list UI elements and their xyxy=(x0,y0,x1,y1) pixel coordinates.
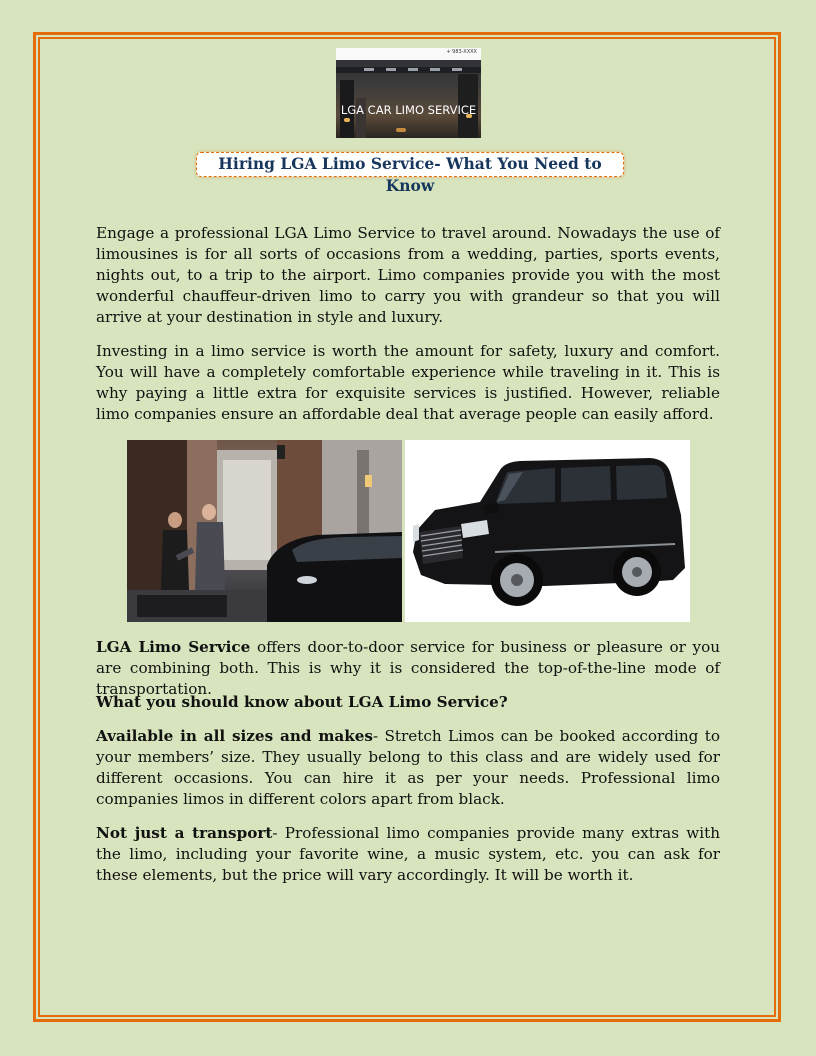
lga-limo-service-bold: LGA Limo Service xyxy=(96,638,251,656)
logo-topbar-text: + 983-XXXX xyxy=(446,49,477,55)
logo-topbar xyxy=(336,48,481,60)
sizes-makes-bold: Available in all sizes and makes xyxy=(96,727,373,745)
paragraph-investing: Investing in a limo service is worth the amount for safety, luxury and comfort. You will have a completely comfortable experience while traveling in it. This is why paying a little extra for exquisite services is justified. However, reliable limo companies ensure an affordable deal that average people can easily afford. xyxy=(96,342,720,423)
paragraph-intro: Engage a professional LGA Limo Service to travel around. Nowadays the use of limousines is for all sorts of occasions from a wedding, parties, sports events, nights out, to a trip to the airport. Limo companies provide you with the most wonderful chauffeur-driven limo to carry you with grandeur so that you will arrive at your destination in style and luxury. xyxy=(96,224,720,326)
photo-black-suv xyxy=(405,440,690,622)
paragraph-door-to-door xyxy=(96,637,720,700)
logo-navbar xyxy=(336,67,481,73)
not-just-transport-bold: Not just a transport xyxy=(96,824,273,842)
paragraph-not-just-transport xyxy=(96,823,720,886)
logo-text: LGA CAR LIMO SERVICE xyxy=(340,103,477,117)
paragraph-door-to-door-text: offers door-to-door service for business or pleasure or you are combining both. This is why it is considered the top-of-the-line mode of transportation. xyxy=(96,638,721,698)
logo-image xyxy=(336,48,481,138)
chauffeur-scene-graphic xyxy=(127,440,402,622)
section-heading: What you should know about LGA Limo Service? xyxy=(96,693,508,711)
paragraph-sizes-makes-text: - Stretch Limos can be booked according to your members’ size. They usually belong to this class and are widely used for different occasions. You can hire it as per your needs. Professional limo companies limos in different colors apart from black. xyxy=(96,727,720,808)
photo-chauffeur-greeting xyxy=(127,440,402,622)
paragraph-not-just-transport-text: - Professional limo companies provide many extras with the limo, including your favorite wine, a music system, etc. you can ask for these elements, but the price will vary accordingly. It will be worth it. xyxy=(96,824,720,884)
page-title: Hiring LGA Limo Service- What You Need to Know xyxy=(218,154,602,195)
title-box xyxy=(196,152,624,195)
suv-graphic xyxy=(405,440,690,622)
paragraph-sizes-makes xyxy=(96,726,720,810)
